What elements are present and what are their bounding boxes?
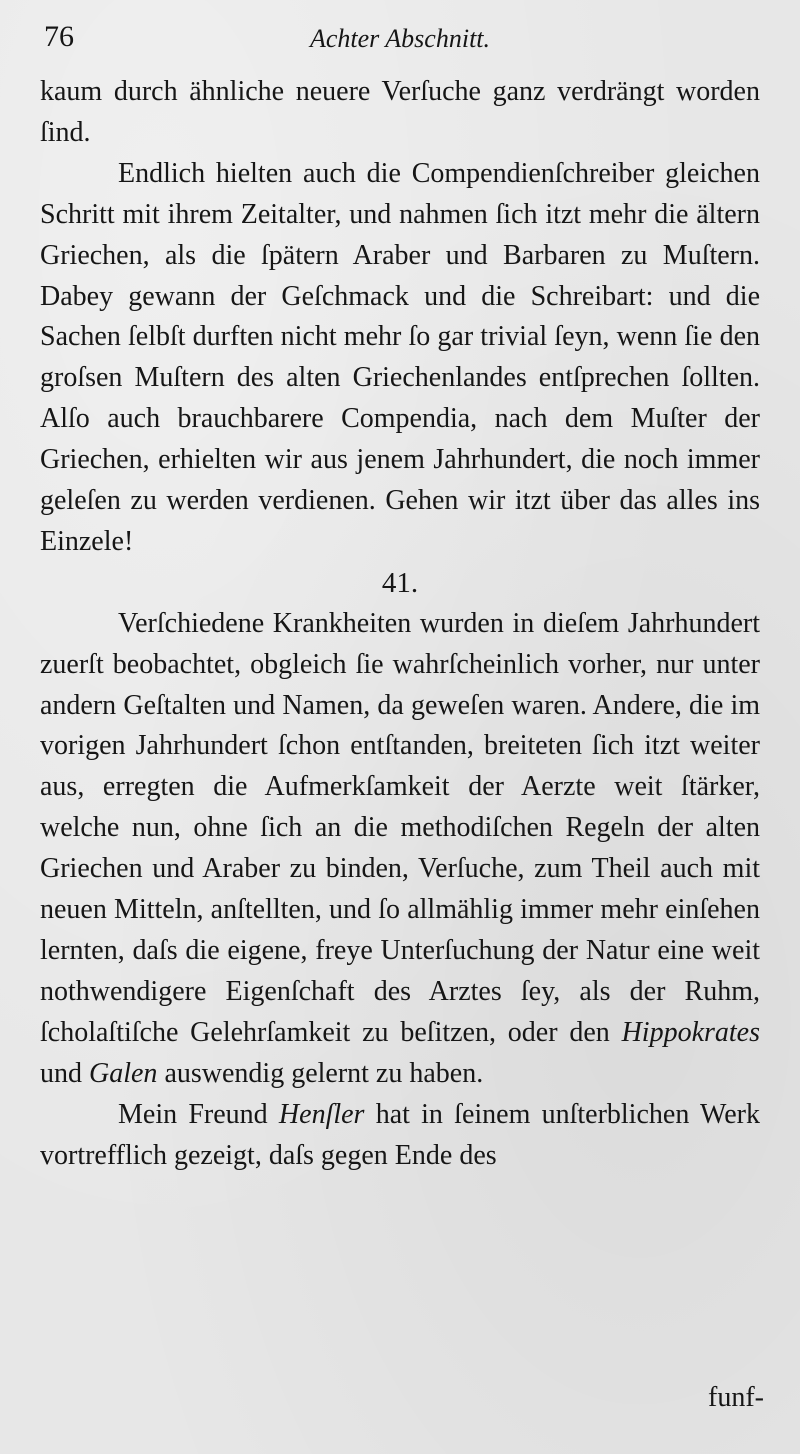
section-number: 41. <box>381 566 419 599</box>
page-header <box>32 16 768 62</box>
catchword: funf- <box>708 1382 764 1413</box>
paragraph <box>40 154 760 563</box>
body-text <box>40 72 760 1176</box>
text-run: Endlich hielten auch die Compendienſchreiber gleichen Schritt mit ihrem Zeitalter, und nahmen ſich itzt mehr die ältern Griechen, als die ſpätern Araber und Barbaren zu Muſtern. Dabey gewann der Geſchmack und die Schreibart: und die Sachen ſelbſt durften nicht mehr ſo gar trivial ſeyn, wenn ſie den groſsen Muſtern des alten Griechenlandes entſprechen ſollten. Alſo auch brauchbarere Compendia, nach dem Muſter der Griechen, erhielten wir aus jenem Jahrhundert, die noch immer geleſen zu werden verdienen. Gehen wir itzt über das alles ins Einzele! <box>40 157 760 557</box>
text-run: kaum durch ähnliche neuere Verſuche ganz verdrängt worden ſind. <box>40 76 760 148</box>
italic-name: Hippokrates <box>621 1016 760 1048</box>
text-run: hat in ſeinem unſterblichen Werk vortrefflich gezeigt, daſs gegen Ende des <box>40 1098 760 1171</box>
text-run: und <box>40 1057 89 1089</box>
paragraph <box>40 604 760 1095</box>
page-number: 76 <box>44 20 74 53</box>
paragraphs-after-section <box>40 604 760 1177</box>
text-run: Mein Freund <box>118 1098 279 1130</box>
italic-name: Galen <box>89 1057 158 1089</box>
paragraphs-before-section <box>40 72 760 563</box>
italic-name: Henſler <box>278 1098 365 1130</box>
text-run: auswendig gelernt zu haben. <box>157 1057 484 1089</box>
text-run: Verſchiedene Krankheiten wurden in dieſem Jahrhundert zuerſt beobachtet, obgleich ſie wahrſcheinlich vorher, nur unter andern Geſtalten und Namen, da geweſen waren. Andere, die im vorigen Jahrhundert ſchon entſtanden, breiteten ſich itzt weiter aus, erregten die Aufmerkſamkeit der Aerzte weit ſtärker, welche nun, ohne ſich an die methodiſchen Regeln der alten Griechen und Araber zu binden, Verſuche, zum Theil auch mit neuen Mitteln, anſtellten, und ſo allmählig immer mehr einſehen lernten, daſs die eigene, freye Unterſuchung der Natur eine weit nothwendigere Eigenſchaft des Arztes ſey, als der Ruhm, ſcholaſtiſche Gelehrſamkeit zu beſitzen, oder den <box>40 607 760 1048</box>
paragraph <box>40 72 760 154</box>
paragraph <box>40 1095 760 1177</box>
running-head: Achter Abschnitt. <box>309 24 491 53</box>
